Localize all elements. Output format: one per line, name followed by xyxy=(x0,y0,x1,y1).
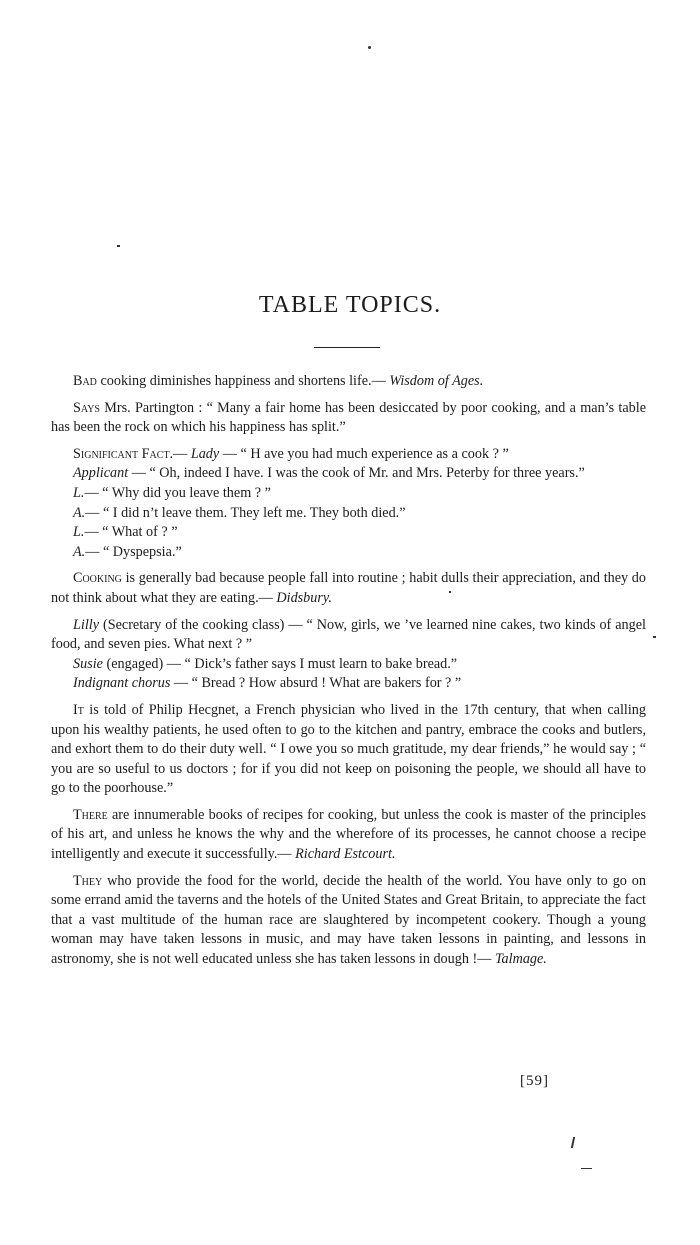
paragraph-estcourt xyxy=(51,806,646,865)
paragraph-didsbury xyxy=(51,569,646,608)
scan-speck xyxy=(368,46,371,49)
scan-speck xyxy=(449,591,451,593)
lead-word: Significant xyxy=(73,445,139,462)
paragraph-wisdom-of-ages xyxy=(51,372,646,392)
paragraph-text: is generally bad because people fall into routine ; habit dulls their appreciation, and they do not think about what they are eating.— xyxy=(51,570,646,606)
speaker: Applicant xyxy=(73,465,129,482)
speaker: L. xyxy=(73,524,85,541)
speech: (engaged) — “ Dick’s father says I must learn to bake bread.” xyxy=(102,655,458,672)
lead-word-rest: Fact.— xyxy=(138,445,191,462)
dialogue-significant-fact xyxy=(51,445,646,563)
title-rule xyxy=(314,347,380,348)
quote-source: Didsbury. xyxy=(276,589,332,606)
speech: — “ What of ? ” xyxy=(84,524,178,541)
dialogue-cooking-class xyxy=(51,616,646,694)
dialogue-line xyxy=(51,523,646,543)
lead-word: Bad xyxy=(73,373,97,389)
scan-speck xyxy=(653,636,656,638)
lead-word: There xyxy=(73,806,108,823)
speaker: Indignant chorus xyxy=(73,675,171,692)
paragraph-hecgnet xyxy=(51,701,646,799)
speech: — “ Dyspepsia.” xyxy=(85,543,182,560)
lead-word: Cooking xyxy=(73,570,122,587)
quote-source: Richard Estcourt. xyxy=(295,846,396,863)
speaker: Lady xyxy=(190,445,220,462)
dialogue-line xyxy=(51,616,646,655)
dialogue-line xyxy=(51,484,646,504)
scan-speck xyxy=(571,1137,575,1148)
paragraph-talmage xyxy=(51,872,646,970)
quote-source: Wisdom of Ages. xyxy=(389,373,484,389)
lead-word: It xyxy=(73,701,84,718)
paragraph-text: is told of Philip Hecgnet, a French physician who lived in the 17th century, that when calling upon his wealthy patients, he used often to go to the kitchen and pantry, embrace the cooks and butlers, and exhort them to do their duty well. “ I owe you so much gratitude, my dear friends,” he would say ; “ you are so useful to us doctors ; for if you did not keep on poisoning the people, we should all have to go to the poorhouse.” xyxy=(51,701,646,797)
page-title: TABLE TOPICS. xyxy=(258,292,442,318)
paragraph-text: are innumerable books of recipes for cooking, but unless the cook is master of the principles of his art, and unless he knows the why and the wherefore of its processes, he cannot choose a recipe intelligently and execute it successfully.— xyxy=(51,806,646,863)
dialogue-line xyxy=(51,464,646,484)
dialogue-line xyxy=(51,543,646,563)
speech: — “ I did n’t leave them. They left me. They both died.” xyxy=(85,504,406,521)
paragraph-partington xyxy=(51,399,646,438)
paragraph-text: who provide the food for the world, decide the health of the world. You have only to go on some errand amid the taverns and the hotels of the United States and Great Britain, to appreciate the fact that a vast multitude of the human race are slaughtered by incompetent cookery. Though a young woman may have taken lessons in music, and may have taken lessons in painting, and lessons in astronomy, she is not well educated unless she has taken lessons in dough !— xyxy=(51,872,646,968)
dialogue-line xyxy=(51,655,646,675)
speaker: Lilly xyxy=(73,616,100,633)
speech: — “ Oh, indeed I have. I was the cook of Mr. and Mrs. Peterby for three years.” xyxy=(128,465,585,482)
page-number: [59] xyxy=(520,1073,549,1089)
speaker: A. xyxy=(73,543,86,560)
dialogue-line xyxy=(51,445,646,465)
lead-word: They xyxy=(73,872,103,889)
paragraph-text: cooking diminishes happiness and shortens life.— xyxy=(96,373,390,389)
dialogue-line xyxy=(51,504,646,524)
speaker: Susie xyxy=(73,655,103,672)
paragraph-text: Mrs. Partington : “ Many a fair home has been desiccated by poor cooking, and a man’s table has been the rock on which his happiness has split.” xyxy=(51,399,646,436)
scan-speck xyxy=(581,1168,592,1169)
text-body xyxy=(51,372,646,977)
dialogue-line xyxy=(51,674,646,694)
lead-word: Says xyxy=(73,399,100,416)
speaker: L. xyxy=(73,484,85,501)
speaker: A. xyxy=(73,504,86,521)
quote-source: Talmage. xyxy=(494,951,547,968)
scan-speck xyxy=(117,245,120,247)
speech: — “ Bread ? How absurd ! What are bakers for ? ” xyxy=(170,675,462,692)
speech: (Secretary of the cooking class) — “ Now, girls, we ’ve learned nine cakes, two kinds of angel food, and seven pies. What next ? ” xyxy=(51,616,646,653)
speech: — “ H ave you had much experience as a cook ? ” xyxy=(219,445,509,462)
speech: — “ Why did you leave them ? ” xyxy=(84,484,271,501)
